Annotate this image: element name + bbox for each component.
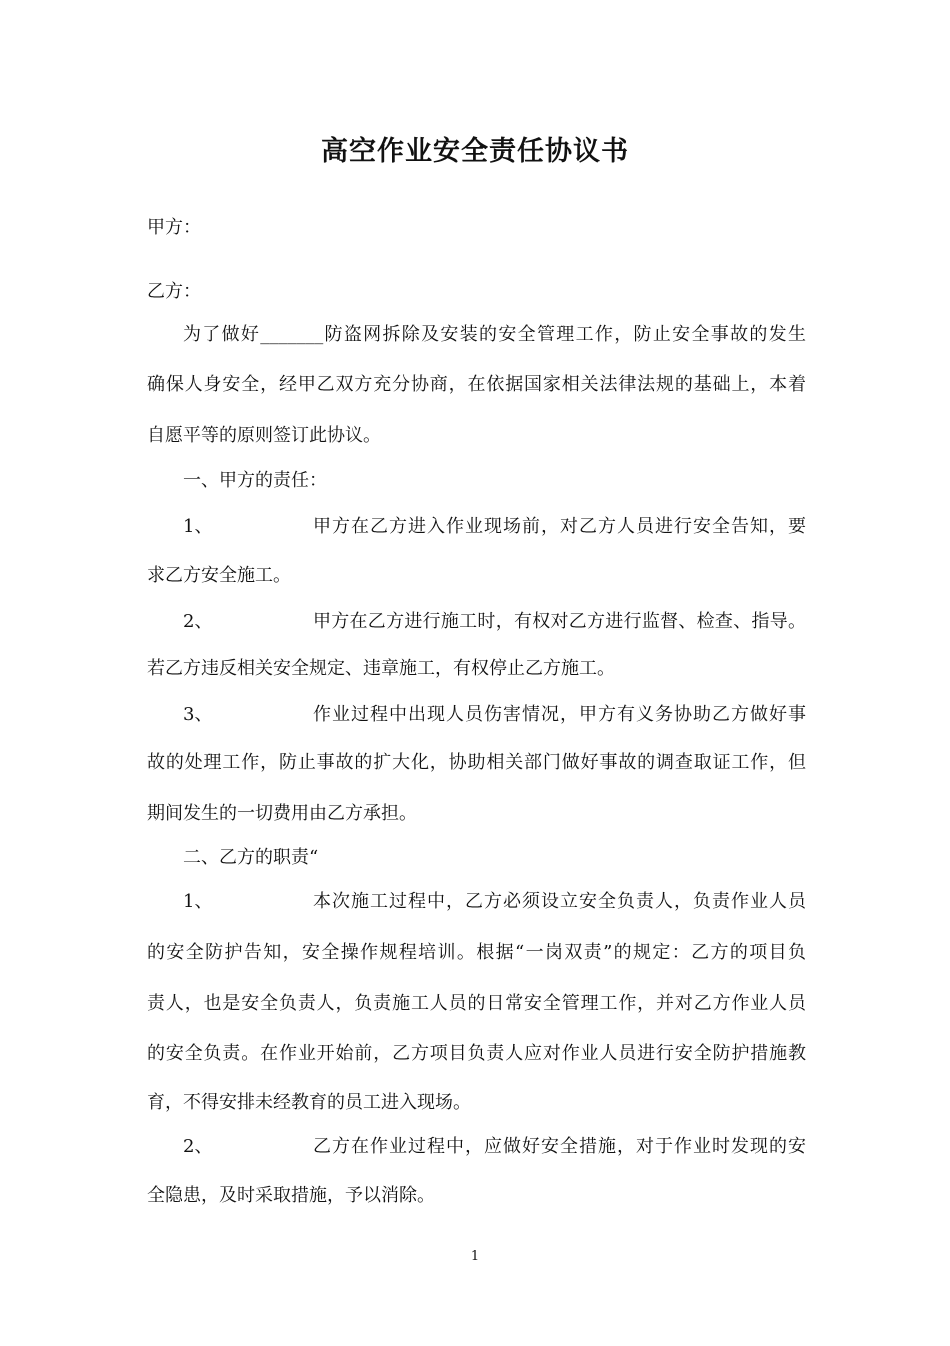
item-number: 2、: [183, 1136, 213, 1157]
item-number: 1、: [183, 891, 213, 912]
item-number: 1、: [183, 516, 213, 537]
item-text: 全隐患，及时采取措施，予以消除。: [147, 1185, 435, 1206]
item-number: 2、: [183, 611, 213, 632]
item-text: 甲方在乙方进行施工时，有权对乙方进行监督、检查、指导。: [313, 611, 806, 632]
item-text: 若乙方违反相关安全规定、违章施工，有权停止乙方施工。: [147, 658, 615, 679]
item-text: 期间发生的一切费用由乙方承担。: [147, 803, 417, 824]
item-text: 本次施工过程中，乙方必须设立安全负责人，负责作业人员: [313, 891, 806, 912]
item-text: 求乙方安全施工。: [147, 565, 291, 586]
item-text: 故的处理工作，防止事故的扩大化，协助相关部门做好事故的调查取证工作，但: [147, 752, 806, 773]
intro-line: 确保人身安全，经甲乙双方充分协商，在依据国家相关法律法规的基础上，本着: [147, 374, 806, 395]
intro-line: 为了做好_______防盗网拆除及安装的安全管理工作，防止安全事故的发生: [183, 324, 806, 345]
intro-line: 自愿平等的原则签订此协议。: [147, 425, 381, 446]
party-a-label: 甲方：: [147, 217, 201, 238]
item-text: 作业过程中出现人员伤害情况，甲方有义务协助乙方做好事: [313, 704, 806, 725]
document-title: 高空作业安全责任协议书: [321, 136, 629, 167]
section-heading: 一、甲方的责任：: [183, 470, 327, 491]
item-text: 甲方在乙方进入作业现场前，对乙方人员进行安全告知，要: [313, 516, 806, 537]
item-text: 育，不得安排未经教育的员工进入现场。: [147, 1092, 471, 1113]
item-text: 责人，也是安全负责人，负责施工人员的日常安全管理工作，并对乙方作业人员: [147, 993, 806, 1014]
section-heading: 二、乙方的职责“: [183, 847, 319, 868]
party-b-label: 乙方：: [147, 281, 201, 302]
item-number: 3、: [183, 704, 213, 725]
page-number: 1: [470, 1249, 480, 1264]
item-text: 乙方在作业过程中，应做好安全措施，对于作业时发现的安: [313, 1136, 806, 1157]
item-text: 的安全负责。在作业开始前，乙方项目负责人应对作业人员进行安全防护措施教: [147, 1043, 806, 1064]
item-text: 的安全防护告知，安全操作规程培训。根据“一岗双责”的规定：乙方的项目负: [147, 942, 806, 963]
